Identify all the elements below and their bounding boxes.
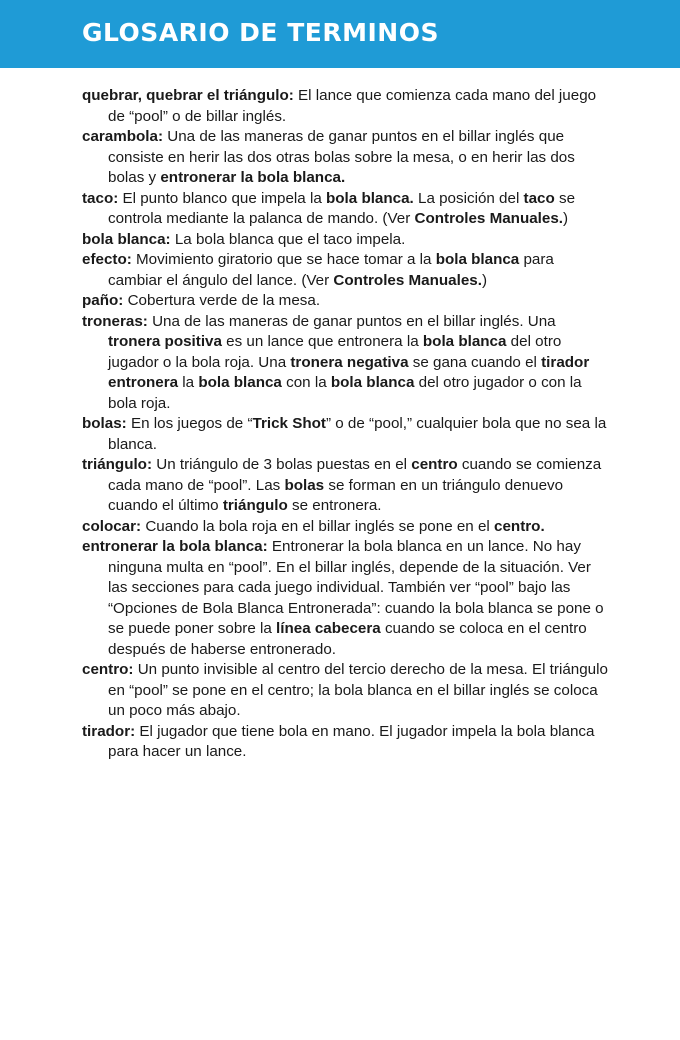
glossary-definition-text: Cuando la bola roja en el billar inglés se pone en el [141, 517, 495, 535]
glossary-entry [82, 291, 612, 312]
glossary-definition-text: ” o de “pool,” cualquier bola que no sea la blanca. [108, 415, 607, 453]
glossary-entry [82, 414, 612, 455]
page-header [0, 0, 680, 68]
glossary-term: troneras: [82, 312, 148, 330]
glossary-definition-text: Una de las maneras de ganar puntos en el billar inglés que consiste en herir las dos otras bolas sobre la mesa, o en herir las dos bolas y [108, 128, 575, 186]
glossary-definition-text: Cobertura verde de la mesa. [123, 292, 321, 309]
glossary-emphasis: triángulo [222, 497, 288, 514]
glossary-term: centro: [82, 661, 134, 678]
glossary-definition-text: ) [481, 271, 488, 289]
glossary-entry [82, 127, 612, 189]
glossary-emphasis: bola blanca [330, 374, 415, 391]
glossary-entry [82, 250, 612, 291]
glossary-emphasis: tirador entronera [108, 353, 590, 391]
glossary-definition-text: Un punto invisible al centro del tercio derecho de la mesa. El triángulo en “pool” se pone en el centro; la bola blanca en el billar inglés se coloca un poco más abajo. [108, 661, 608, 719]
glossary-definition-text: El jugador que tiene bola en mano. El jugador impela la bola blanca para hacer un lance. [108, 722, 595, 760]
glossary-definition-text: Una de las maneras de ganar puntos en el billar inglés. Una [147, 312, 556, 330]
glossary-emphasis: bola blanca [422, 333, 507, 350]
glossary-emphasis: bola blanca. [326, 189, 414, 207]
glossary-term: bolas: [82, 415, 127, 432]
glossary-emphasis: bolas [284, 476, 325, 494]
glossary-definition-text: del otro jugador o con la bola roja. [108, 374, 582, 412]
glossary-emphasis: Trick Shot [252, 415, 326, 432]
glossary-term: quebrar, quebrar el triángulo: [82, 87, 294, 104]
glossary-emphasis: taco [523, 189, 555, 207]
glossary-definition-text: Un triángulo de 3 bolas puestas en el [152, 456, 412, 473]
glossary-emphasis: Controles Manuales. [333, 271, 482, 289]
glossary-definition-text: El punto blanco que impela la [118, 189, 326, 207]
glossary-term: triángulo: [82, 456, 153, 473]
glossary-definition-text: La bola blanca que el taco impela. [170, 230, 406, 248]
glossary-entry [82, 312, 612, 415]
glossary-definition-text: es un lance que entronera la [221, 333, 423, 350]
glossary-emphasis: línea cabecera [276, 620, 381, 637]
glossary-term: bola blanca: [82, 230, 171, 248]
glossary-emphasis: Controles Manuales. [414, 210, 564, 227]
glossary-emphasis: tronera positiva [108, 333, 222, 350]
glossary-definition-text: se gana cuando el [408, 353, 542, 371]
glossary-term: entronerar la bola blanca: [82, 538, 268, 555]
glossary-term: carambola: [82, 128, 164, 145]
glossary-term: paño: [82, 292, 124, 309]
glossary-definition-text: con la [281, 374, 331, 391]
glossary-entry [82, 189, 612, 230]
glossary-definition-text: El lance que comienza cada mano del juego de “pool” o de billar inglés. [108, 87, 597, 125]
glossary-emphasis: tronera negativa [290, 353, 409, 371]
glossary-emphasis: centro. [494, 517, 545, 535]
glossary-definition-text: se entronera. [287, 497, 382, 514]
glossary-entry [82, 517, 612, 538]
glossary-emphasis: bola blanca [435, 251, 520, 268]
glossary-definition-text: se controla mediante la palanca de mando. (Ver [108, 189, 576, 227]
glossary-term: tirador: [82, 722, 136, 740]
glossary-term: taco: [82, 189, 119, 207]
glossary-term: colocar: [82, 517, 142, 535]
glossary-list [82, 86, 612, 763]
glossary-entry [82, 722, 612, 763]
glossary-entry [82, 537, 612, 660]
glossary-definition-text: cuando se comienza cada mano de “pool”. Las [108, 456, 602, 494]
glossary-entry [82, 455, 612, 517]
glossary-definition-text: del otro jugador o la bola roja. Una [108, 333, 562, 371]
glossary-emphasis: entronerar la bola blanca. [160, 169, 346, 186]
glossary-definition-text: En los juegos de “ [126, 415, 253, 432]
glossary-entry [82, 86, 612, 127]
glossary-definition-text: cuando se coloca en el centro después de haberse entronerado. [108, 620, 587, 658]
glossary-emphasis: centro [411, 456, 458, 473]
glossary-emphasis: bola blanca [198, 374, 282, 391]
glossary-definition-text: la [178, 374, 199, 391]
glossary-definition-text: Movimiento giratorio que se hace tomar a la [131, 251, 436, 268]
glossary-definition-text: para cambiar el ángulo del lance. (Ver [108, 251, 554, 289]
glossary-entry [82, 230, 612, 251]
glossary-definition-text: se forman en un triángulo denuevo cuando el último [108, 476, 564, 514]
glossary-term: efecto: [82, 251, 132, 268]
glossary-definition-text: ) [563, 210, 569, 227]
page-title: GLOSARIO DE TERMINOS [82, 18, 439, 47]
glossary-definition-text: La posición del [413, 189, 524, 207]
glossary-definition-text: Entronerar la bola blanca en un lance. No hay ninguna multa en “pool”. En el billar inglés, depende de la situación. Ver las secciones para cada juego individual. También ver “pool” bajo las “Opciones de Bola Blanca Entronerada”: cuando la bola blanca se pone o se puede poner sobre la [108, 538, 604, 637]
glossary-entry [82, 660, 612, 722]
